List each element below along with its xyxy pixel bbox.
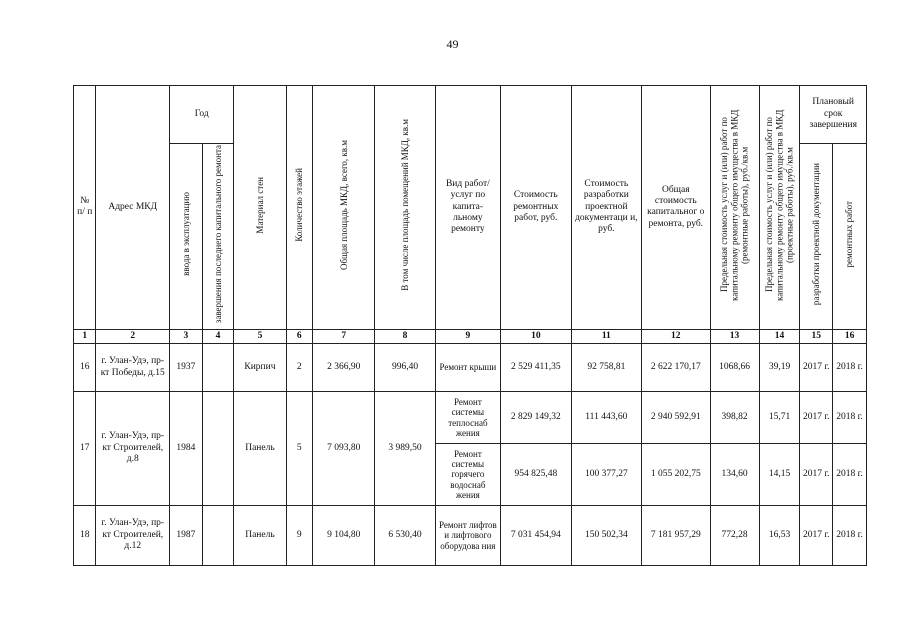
work-type-cell: Ремонт крыши	[435, 344, 500, 392]
header-floors: Количество этажей	[286, 86, 313, 330]
year-repair-cell	[202, 344, 234, 392]
cost-total-cell: 2 622 170,17	[642, 344, 710, 392]
column-number: 15	[800, 329, 833, 343]
column-number: 8	[375, 329, 435, 343]
year-built-cell: 1937	[170, 344, 203, 392]
year-repair-cell	[202, 392, 234, 506]
column-number: 5	[234, 329, 286, 343]
repair-plan-table	[73, 85, 867, 566]
limit-repair-cell: 398,82	[710, 392, 759, 444]
table-row	[74, 506, 867, 566]
area-premises-cell: 996,40	[375, 344, 435, 392]
header-plan-repair: ремонтных работ	[833, 144, 867, 330]
plan-design-cell: 2017 г.	[800, 344, 833, 392]
limit-repair-cell: 134,60	[710, 444, 759, 506]
column-number-row	[74, 329, 867, 343]
wall-material-cell: Панель	[234, 392, 286, 506]
plan-repair-cell: 2018 г.	[833, 344, 867, 392]
column-number: 16	[833, 329, 867, 343]
year-built-cell: 1987	[170, 506, 203, 566]
limit-design-cell: 15,71	[759, 392, 800, 444]
column-number: 3	[170, 329, 203, 343]
table-row	[74, 392, 867, 444]
plan-repair-cell: 2018 г.	[833, 444, 867, 506]
header-num: № п/ п	[74, 86, 96, 330]
cost-design-cell: 100 377,27	[571, 444, 642, 506]
cost-total-cell: 7 181 957,29	[642, 506, 710, 566]
plan-repair-cell: 2018 г.	[833, 506, 867, 566]
plan-repair-cell: 2018 г.	[833, 392, 867, 444]
page-number: 49	[446, 37, 459, 51]
row-number: 18	[74, 506, 96, 566]
header-area-premises: В том числе площадь помещений МКД, кв.м	[375, 86, 435, 330]
area-total-cell: 2 366,90	[313, 344, 375, 392]
limit-design-cell: 14,15	[759, 444, 800, 506]
area-total-cell: 7 093,80	[313, 392, 375, 506]
header-year-group: Год	[170, 86, 234, 144]
cost-repair-cell: 954 825,48	[501, 444, 572, 506]
header-cost-total: Общая стоимость капитальног о ремонта, руб.	[642, 86, 710, 330]
cost-repair-cell: 2 829 149,32	[501, 392, 572, 444]
column-number: 11	[571, 329, 642, 343]
floors-cell: 5	[286, 392, 313, 506]
address-cell: г. Улан-Удэ, пр-кт Строителей, д.12	[96, 506, 170, 566]
header-wall-material: Материал стен	[234, 86, 286, 330]
limit-design-cell: 39,19	[759, 344, 800, 392]
row-number: 16	[74, 344, 96, 392]
header-year-last-repair: завершения последнего капитального ремонта	[202, 144, 234, 330]
header-row-1	[74, 86, 867, 144]
header-cost-repair: Стоимость ремонтных работ, руб.	[501, 86, 572, 330]
column-number: 7	[313, 329, 375, 343]
area-premises-cell: 3 989,50	[375, 392, 435, 506]
header-address: Адрес МКД	[96, 86, 170, 330]
cost-design-cell: 111 443,60	[571, 392, 642, 444]
wall-material-cell: Кирпич	[234, 344, 286, 392]
row-number: 17	[74, 392, 96, 506]
address-cell: г. Улан-Удэ, пр-кт Победы, д.15	[96, 344, 170, 392]
column-number: 6	[286, 329, 313, 343]
column-number: 12	[642, 329, 710, 343]
header-limit-repair: Предельная стоимость услуг и (или) работ по капитальному ремонту общего имущества в МКД (ремонтные работы), руб./кв.м	[710, 86, 759, 330]
plan-design-cell: 2017 г.	[800, 392, 833, 444]
column-number: 10	[501, 329, 572, 343]
floors-cell: 9	[286, 506, 313, 566]
year-repair-cell	[202, 506, 234, 566]
cost-repair-cell: 7 031 454,94	[501, 506, 572, 566]
work-type-cell: Ремонт системы горячего водоснаб жения	[435, 444, 500, 506]
limit-design-cell: 16,53	[759, 506, 800, 566]
column-number: 9	[435, 329, 500, 343]
column-number: 13	[710, 329, 759, 343]
address-cell: г. Улан-Удэ, пр-кт Строителей, д.8	[96, 392, 170, 506]
area-premises-cell: 6 530,40	[375, 506, 435, 566]
column-number: 14	[759, 329, 800, 343]
header-work-type: Вид работ/ услуг по капита- льному ремонту	[435, 86, 500, 330]
limit-repair-cell: 772,28	[710, 506, 759, 566]
cost-total-cell: 2 940 592,91	[642, 392, 710, 444]
cost-design-cell: 92 758,81	[571, 344, 642, 392]
floors-cell: 2	[286, 344, 313, 392]
limit-repair-cell: 1068,66	[710, 344, 759, 392]
cost-total-cell: 1 055 202,75	[642, 444, 710, 506]
year-built-cell: 1984	[170, 392, 203, 506]
cost-repair-cell: 2 529 411,35	[501, 344, 572, 392]
work-type-cell: Ремонт системы теплоснаб жения	[435, 392, 500, 444]
column-number: 1	[74, 329, 96, 343]
header-plan-group: Плановый срок завершения	[800, 86, 867, 144]
header-limit-design: Предельная стоимость услуг и (или) работ по капитальному ремонту общего имущества в МКД (проектные работы), руб./кв.м	[759, 86, 800, 330]
column-number: 4	[202, 329, 234, 343]
header-area-total: Общая площадь МКД, всего, кв.м	[313, 86, 375, 330]
header-year-built: ввода в эксплуатацию	[170, 144, 203, 330]
table-row	[74, 344, 867, 392]
work-type-cell: Ремонт лифтов и лифтового оборудова ния	[435, 506, 500, 566]
header-cost-design: Стоимость разработки проектной документаци и, руб.	[571, 86, 642, 330]
plan-design-cell: 2017 г.	[800, 506, 833, 566]
area-total-cell: 9 104,80	[313, 506, 375, 566]
wall-material-cell: Панель	[234, 506, 286, 566]
column-number: 2	[96, 329, 170, 343]
plan-design-cell: 2017 г.	[800, 444, 833, 506]
cost-design-cell: 150 502,34	[571, 506, 642, 566]
header-plan-design: разработки проектной документации	[800, 144, 833, 330]
